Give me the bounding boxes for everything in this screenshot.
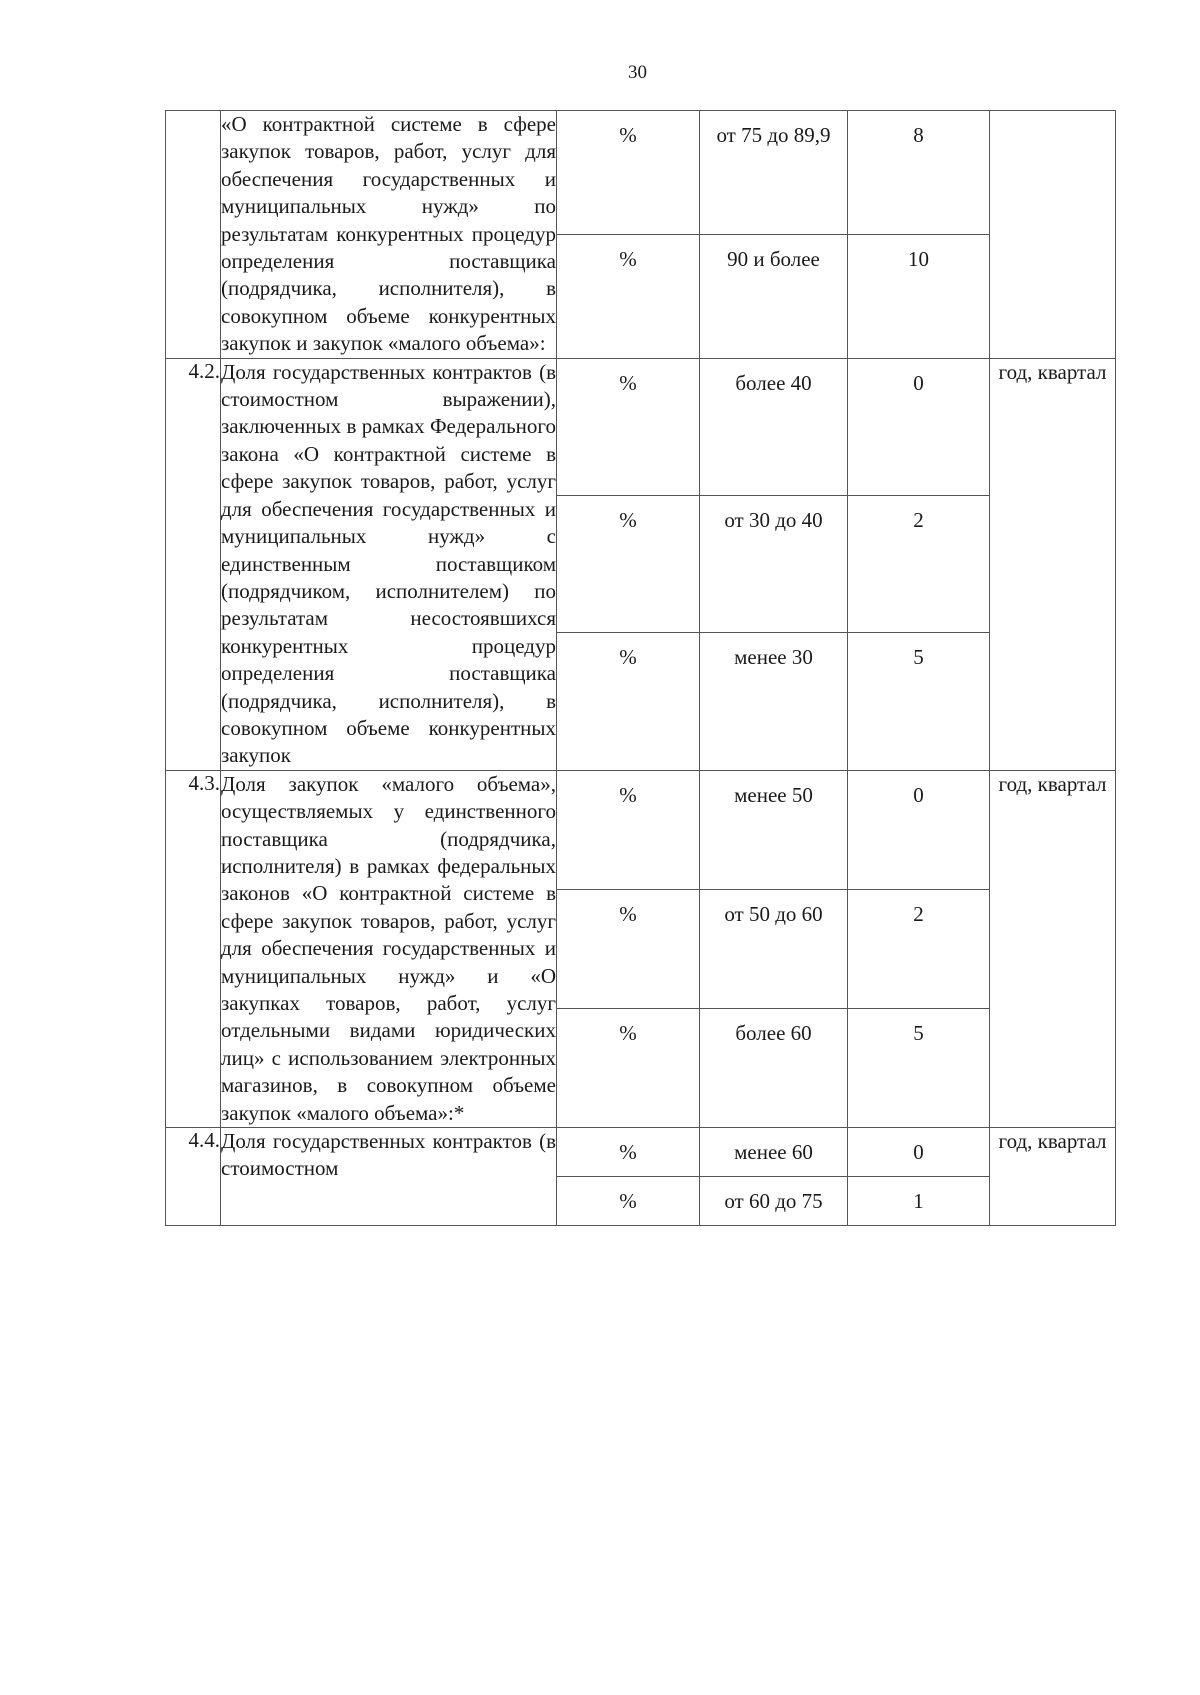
criterion-range: менее 30 <box>700 633 848 770</box>
criterion-score: 2 <box>848 889 990 1008</box>
row-period: год, квартал <box>990 770 1116 1127</box>
row-period <box>990 111 1116 359</box>
criterion-unit: % <box>557 1177 700 1226</box>
criterion-range: менее 60 <box>700 1128 848 1177</box>
criterion-range: от 75 до 89,9 <box>700 111 848 235</box>
row-period: год, квартал <box>990 1128 1116 1226</box>
criterion-score: 5 <box>848 1008 990 1127</box>
row-period: год, квартал <box>990 358 1116 770</box>
row-number <box>166 111 221 359</box>
criterion-unit: % <box>557 496 700 633</box>
criterion-score: 0 <box>848 1128 990 1177</box>
criterion-score: 8 <box>848 111 990 235</box>
criterion-range: от 60 до 75 <box>700 1177 848 1226</box>
criterion-unit: % <box>557 234 700 358</box>
criterion-score: 2 <box>848 496 990 633</box>
criterion-unit: % <box>557 1008 700 1127</box>
page-number: 30 <box>628 62 647 83</box>
criterion-range: более 40 <box>700 358 848 495</box>
criterion-score: 1 <box>848 1177 990 1226</box>
criterion-unit: % <box>557 358 700 495</box>
criterion-range: менее 50 <box>700 770 848 889</box>
criterion-unit: % <box>557 633 700 770</box>
table-row <box>166 1128 1116 1177</box>
criteria-table <box>165 110 1116 1226</box>
criterion-score: 10 <box>848 234 990 358</box>
table-row <box>166 111 1116 235</box>
criterion-range: от 50 до 60 <box>700 889 848 1008</box>
row-number: 4.3. <box>166 770 221 1127</box>
criterion-unit: % <box>557 889 700 1008</box>
row-description: Доля государственных контрактов (в стоимостном <box>221 1128 557 1226</box>
criterion-unit: % <box>557 1128 700 1177</box>
row-description: Доля государственных контрактов (в стоимостном выражении), заключенных в рамках Федерального закона «О контрактной системе в сфере закупок товаров, работ, услуг для обеспечения государственных и муниципальных нужд» с единственным поставщиком (подрядчиком, исполнителем) по результатам несостоявшихся конкурентных процедур определения поставщика (подрядчика, исполнителя), в совокупном объеме конкурентных закупок <box>221 358 557 770</box>
criterion-score: 0 <box>848 770 990 889</box>
table-row <box>166 770 1116 889</box>
criterion-unit: % <box>557 111 700 235</box>
criterion-range: более 60 <box>700 1008 848 1127</box>
criterion-score: 5 <box>848 633 990 770</box>
criterion-range: от 30 до 40 <box>700 496 848 633</box>
criterion-range: 90 и более <box>700 234 848 358</box>
table-row <box>166 358 1116 495</box>
row-description: Доля закупок «малого объема», осуществляемых у единственного поставщика (подрядчика, исполнителя) в рамках федеральных законов «О контрактной системе в сфере закупок товаров, работ, услуг для обеспечения государственных и муниципальных нужд» и «О закупках товаров, работ, услуг отдельными видами юридических лиц» с использованием электронных магазинов, в совокупном объеме закупок «малого объема»:* <box>221 770 557 1127</box>
criterion-score: 0 <box>848 358 990 495</box>
row-description: «О контрактной системе в сфере закупок товаров, работ, услуг для обеспечения государственных и муниципальных нужд» по результатам конкурентных процедур определения поставщика (подрядчика, исполнителя), в совокупном объеме конкурентных закупок и закупок «малого объема»: <box>221 111 557 359</box>
row-number: 4.4. <box>166 1128 221 1226</box>
criterion-unit: % <box>557 770 700 889</box>
row-number: 4.2. <box>166 358 221 770</box>
